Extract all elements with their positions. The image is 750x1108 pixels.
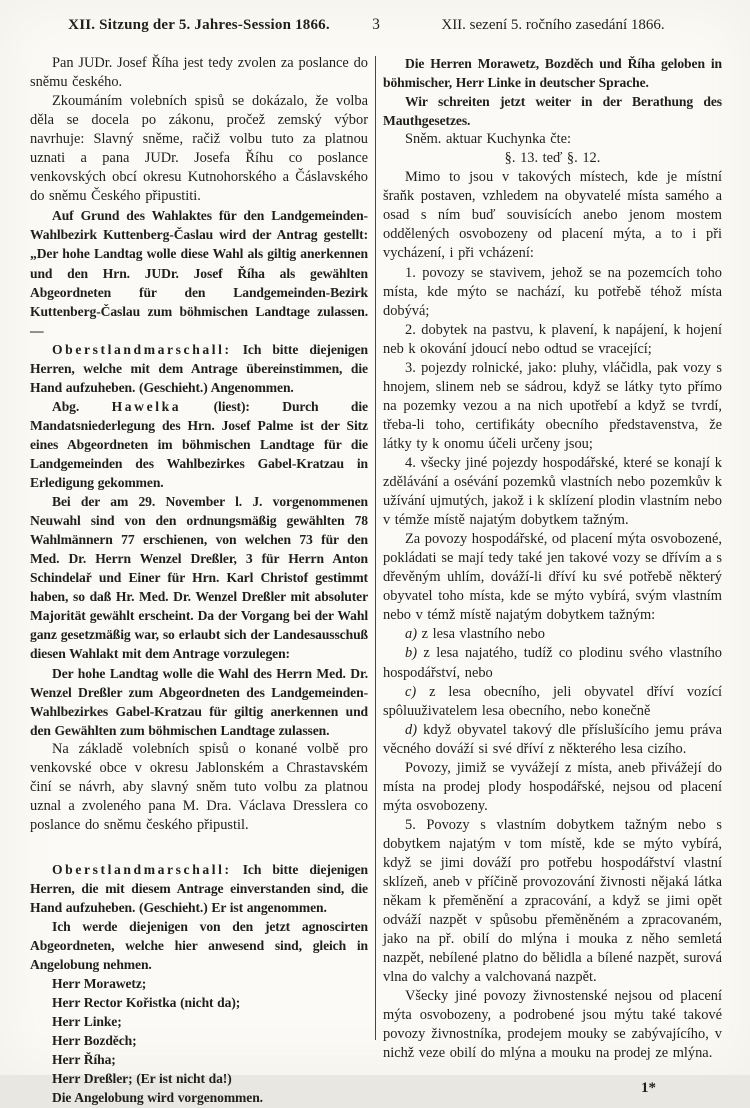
paragraph [30,974,368,993]
text-segment: Sněm. aktuar Kuchynka čte: [405,131,572,148]
text-segment: Herr Říha; [52,1052,116,1068]
paragraph [383,321,722,359]
page-number: 3 [372,16,380,33]
text-segment: Povozy, jimiž se vyvážejí z místa, aneb přivážejí do místa na prodej plody hospodářské, nejsou od placení mýta osvobozeny. [383,759,722,814]
text-segment: 2. dobytek na pastvu, k plavení, k napájení, k hojení neb k okování jdoucí nebo odtud se vracející; [383,321,722,357]
paragraph [30,1069,368,1088]
text-segment: Der hohe Landtag wolle die Wahl des Herrn Med. Dr. Wenzel Dreßler zum Abgeordneten des Landgemeinden-Wahlbezirkes Gabel-Kratzau für giltig anerkennen und den Gewählten zum böhmischen Landtage zulassen. [30,665,368,738]
paragraph [30,206,368,339]
text-segment: Herr Rector Kořistka (nicht da); [52,995,241,1011]
text-segment: Za povozy hospodářské, od placení mýta osvobozené, pokládati se mají tedy také jen takové vozy se dřívím a s dřevěným uhlím, dováží-li dříví ku své potřebě některý obyvatel toho místa, kde se mýto vybírá, svým vlastním nebo v témž místě najatým dobytkem tažným: [383,531,722,624]
paragraph [30,92,368,206]
paragraph [30,664,368,740]
text-segment: Ich bitte diejenigen Herren, welche mit dem Antrage übereinstimmen, die Hand aufzuheben. (Geschieht.) Angenommen. [30,341,368,395]
paragraph [383,454,722,530]
text-segment: Ich werde diejenigen von den jetzt agnoscirten Abgeordneten, welche hier anwesend sind, gleich in Angelobung nehmen. [30,919,368,973]
text-segment: Oberstlandmarschall: [52,341,232,357]
paragraph [383,264,722,321]
paragraph [383,625,722,644]
text-segment: a) [405,626,417,643]
column-divider-rule [375,56,376,1040]
paragraph [30,1088,368,1107]
header-title-german: XII. Sitzung der 5. Jahres-Session 1866. [68,17,330,33]
text-segment: Mimo to jsou v takových místech, kde je místní šraňk postaven, vzhledem na obyvatelé místa samého a osad s ním buď souvisících anebo jenom mostem oddělených osvobozeny od placení mýta, a to i při vycházení, i při vcházení: [383,169,722,262]
paragraph [30,1012,368,1031]
text-segment: Herr Bozděch; [52,1033,137,1049]
text-segment: Zkoumáním volebních spisů se dokázalo, že volba děla se docela po zákonu, pročež zemský výbor navrhuje: Slavný sněme, račiž volbu tuto za platnou uznati a pana JUDr. Josefa Říhu co poslance venkovských obcí okresu Kutnohorského a Čáslavského do sněmu Českého připustiti. [30,93,368,205]
paragraph [383,759,722,816]
paragraph [383,987,722,1063]
text-segment: 1. povozy se stavivem, jehož se na pozemcích toho místa, kde mýto se nachází, ku potřebě téhož místa dobývá; [383,264,722,319]
right-column [383,54,722,1108]
text-segment: Oberstlandmarschall: [52,861,232,877]
paragraph [30,917,368,974]
paragraph [30,397,368,492]
signature-mark: 1* [641,1080,656,1097]
paragraph [30,492,368,663]
text-segment: Pan JUDr. Josef Říha jest tedy zvolen za poslance do sněmu českého. [30,55,368,91]
text-segment: Herr Morawetz; [52,976,147,992]
paragraph [383,130,722,149]
text-segment: z lesa vlastního nebo [417,626,545,643]
text-segment: Bei der am 29. November l. J. vorgenommenen Neuwahl sind von den ordnungsmäßig gewählten 78 Wahlmännern 77 erschienen, von welchen 73 für den Med. Dr. Herrn Wenzel Dreßler, 3 für Herrn Anton Schindelař und Einer für Hrn. Karl Christof gestimmt haben, so daß Hr. Med. Dr. Wenzel Dreßler mit absoluter Majorität gewählt erscheint. Da der Vorgang bei der Wahl ganz gesetzmäßig war, so erlaubt sich der Landesausschuß diesen Wahlakt mit dem Antrage vorzulegen: [30,494,368,662]
text-segment: z lesa obecního, jeli obyvatel dříví vozící spôluuživatelem lesa obecního, nebo konečně [383,683,722,719]
text-segment: Die Angelobung wird vorgenommen. [52,1090,263,1106]
paragraph [383,168,722,263]
paragraph [30,1050,368,1069]
text-segment: Abg. [52,398,112,414]
paragraph [383,92,722,130]
text-segment: Všecky jiné povozy živnostenské nejsou od placení mýta osvobozeny, a podrobené jsou mýtu také takové povozy živnostníka, prodejem mouky se zabývajícího, v nichž veze obilí do mlýna a mouku na prodej ze mlýna. [383,988,722,1062]
page-content [30,54,722,1108]
page-header [30,16,722,34]
text-segment: když obyvatel takový dle příslušícího jemu práva věcného dováží si své dříví z některého lesa cizího. [383,721,722,757]
text-segment: Die Herren Morawetz, Bozděch und Říha geloben in böhmischer, Herr Linke in deutscher Sprache. [383,56,722,91]
text-segment: Na základě volebních spisů o konané volbě pro venkovské obce v okresu Jablonském a Chrastavském činí se návrh, aby slavný sněm tuto volbu za platnou uznal a zvoleného pana M. Dra. Václava Dresslera co poslance do sněmu českého připustil. [30,740,368,833]
left-column [30,54,368,1108]
paragraph [30,740,368,835]
text-segment: Auf Grund des Wahlaktes für den Landgemeinden-Wahlbezirk Kuttenberg-Časlau wird der Antrag gestellt: „Der hohe Landtag wolle diese Wahl als giltig anerkennen und den Hrn. JUDr. Josef Říha als gewählten Abgeordneten für den Landgemeinden-Bezirk Kuttenberg-Časlau zum böhmischen Landtage zulassen. — [30,208,368,338]
text-segment: Hawelka [111,398,182,414]
text-segment: Ich bitte diejenigen Herren, die mit diesem Antrage einverstanden sind, die Hand aufzuheben. (Geschieht.) Er ist angenommen. [30,861,368,916]
text-segment: d) [405,721,417,738]
paragraph [383,530,722,625]
paragraph [383,644,722,682]
text-segment: 3. pojezdy rolnické, jako: pluhy, vláčidla, pak vozy s hnojem, slinem neb se sádrou, když se látky tyto přímo na pozemky vezou a na nich upotřebí a když se tvrdí, třeba-li toho, certifikáty obecního představenstva, že látky ty k onomu účeli určeny jsou; [383,359,722,452]
text-segment: 4. všecky jiné pojezdy hospodářské, které se konají k zdělávání a osévání pozemků vlastních nebo pozemkův k užívání ujmutých, jakož i k sklízení plodin vlastním nebo v témže místě najatým dobytkem tažným. [383,454,722,529]
text-segment: Wir schreiten jetzt weiter in der Berathung des Mauthgesetzes. [383,94,722,129]
header-title-czech: XII. sezení 5. ročního zasedání 1866. [441,17,665,33]
text-segment: b) [405,645,417,662]
paragraph [383,721,722,759]
text-segment: Herr Linke; [52,1014,122,1030]
paragraph [30,860,368,917]
paragraph [383,54,722,92]
text-segment: 5. Povozy s vlastním dobytkem tažným nebo s dobytkem najatým v tom místě, kde se mýto vybírá, když se jimi dováží pro potřebu hospodářství vlastní sklízeň, aneb v příčině provozování živnosti nějaká látka někam k přeměnění a zpracování, a když se jimi opět odváží nazpět v spůsobu přeměněném a zpracovaném, jako na př. obilí do mlýna i mouka z něho semletá nazpět, nebílené platno do bělidla a bílené nazpět, surová vlna do valchy a valchovaná nazpět. [383,816,722,986]
paragraph [383,816,722,987]
text-segment: c) [405,683,417,700]
text-segment: (liest): Durch die Mandatsniederlegung des Hrn. Josef Palme ist der Sitz eines Abgeordneten im böhmischen Landtage für die Landgemeinden des Wahlbezirkes Gabel-Kratzau in Erledigung gekommen. [30,398,368,491]
paragraph [383,683,722,721]
paragraph [383,359,722,454]
paragraph [30,1031,368,1050]
text-segment: §. 13. teď §. 12. [504,150,601,167]
paragraph [383,149,722,168]
text-segment: Herr Dreßler; (Er ist nicht da!) [52,1071,232,1087]
paragraph [30,54,368,92]
paragraph [30,993,368,1012]
paragraph [30,340,368,397]
text-segment: z lesa najatého, tudíž co plodinu svého vlastního hospodářství, nebo [383,645,722,681]
